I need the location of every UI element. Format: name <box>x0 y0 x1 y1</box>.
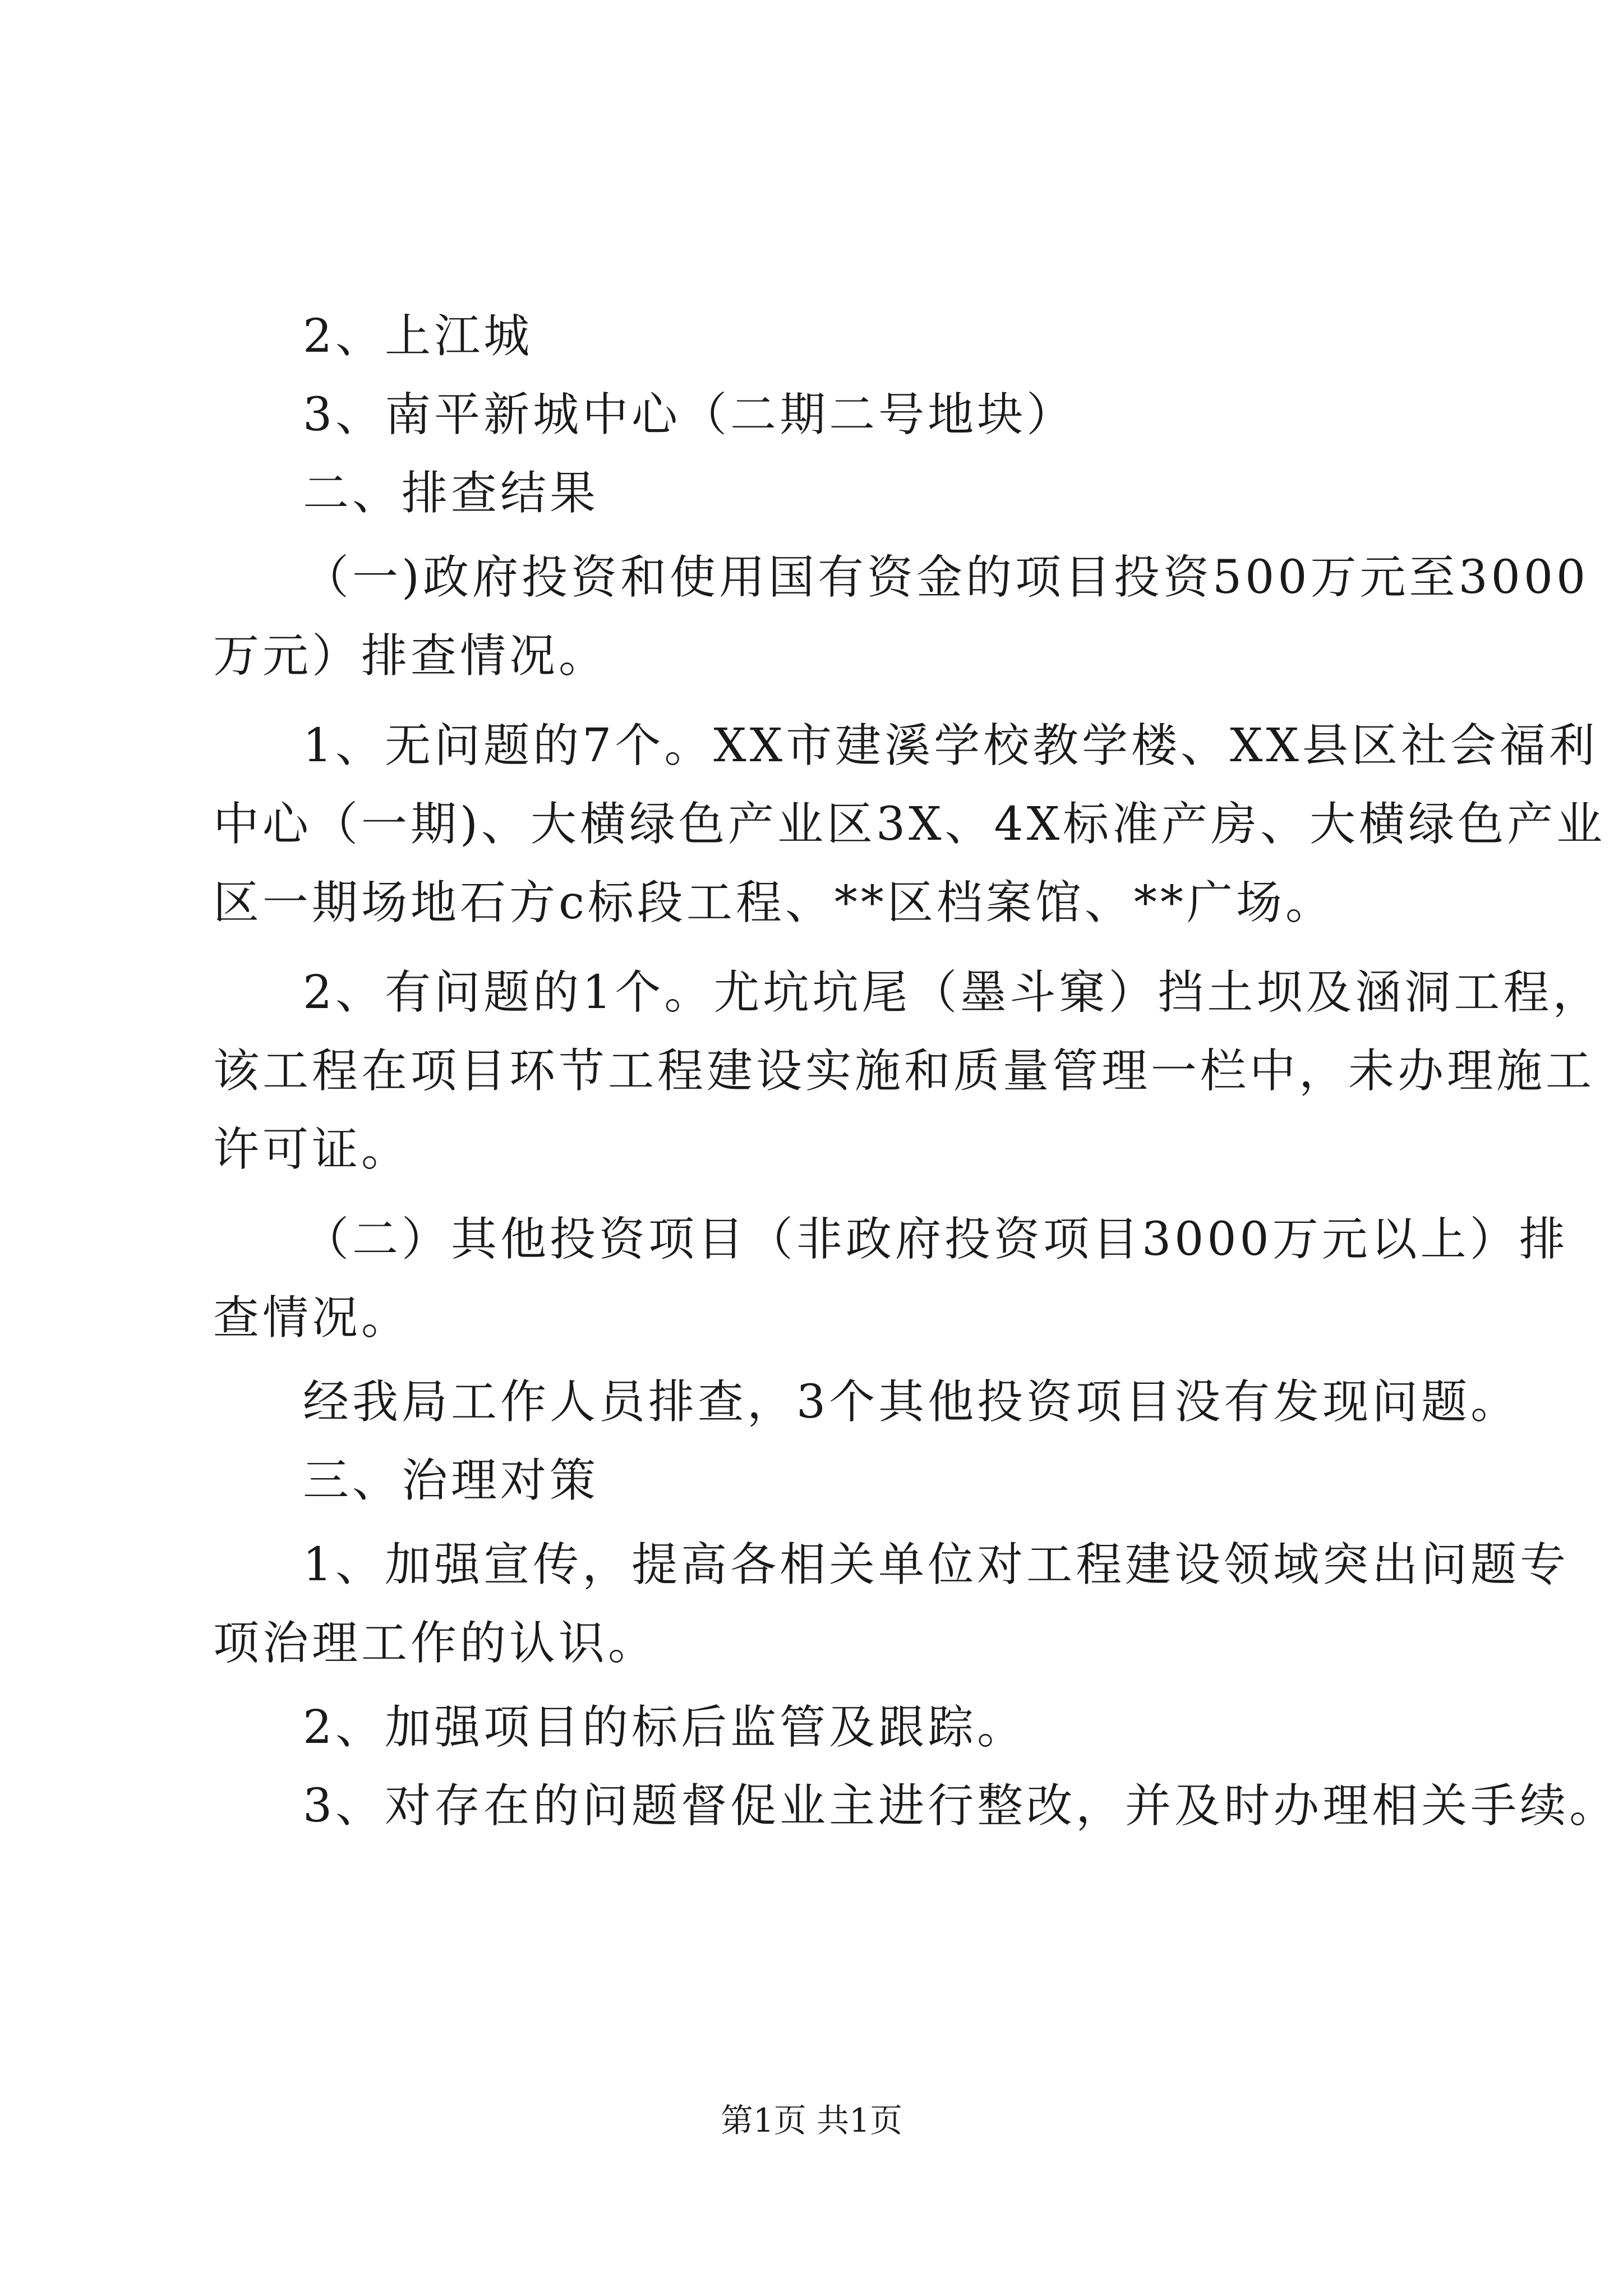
paragraph-line: 1、无问题的7个。XX市建溪学校教学楼、XX县区社会福利 <box>303 719 1598 772</box>
paragraph-line: 该工程在项目环节工程建设实施和质量管理一栏中，未办理施工 <box>213 1045 1596 1098</box>
paragraph-line: 3、对存在的问题督促业主进行整改，并及时办理相关手续。 <box>303 1779 1619 1833</box>
section-heading: 三、治理对策 <box>303 1454 600 1507</box>
paragraph-line: 1、加强宣传，提高各相关单位对工程建设领域突出问题专 <box>303 1538 1570 1591</box>
section-heading: 二、排查结果 <box>303 467 600 520</box>
paragraph-line: 中心（一期)、大横绿色产业区3X、4X标准产房、大横绿色产业 <box>213 798 1606 851</box>
paragraph-line: （二）其他投资项目（非政府投资项目3000万元以上）排 <box>303 1213 1569 1266</box>
paragraph-line: 经我局工作人员排查，3个其他投资项目没有发现问题。 <box>303 1375 1520 1429</box>
paragraph-line: 项治理工作的认识。 <box>213 1617 658 1670</box>
paragraph-line: 2、加强项目的标后监管及跟踪。 <box>303 1701 1027 1754</box>
paragraph-line: 查情况。 <box>213 1291 411 1345</box>
paragraph-line: 万元）排查情况。 <box>213 629 608 683</box>
paragraph-line: 2、有问题的1个。尤坑坑尾（墨斗窠）挡土坝及涵洞工程， <box>303 966 1602 1019</box>
list-item: 3、南平新城中心（二期二号地块） <box>303 388 1076 441</box>
paragraph-line: （一)政府投资和使用国有资金的项目投资500万元至3000 <box>303 551 1589 604</box>
paragraph-line: 许可证。 <box>213 1123 411 1176</box>
page-footer: 第1页 共1页 <box>720 2101 903 2139</box>
paragraph-line: 区一期场地石方c标段工程、**区档案馆、**广场。 <box>213 876 1335 930</box>
list-item: 2、上江城 <box>303 310 533 363</box>
